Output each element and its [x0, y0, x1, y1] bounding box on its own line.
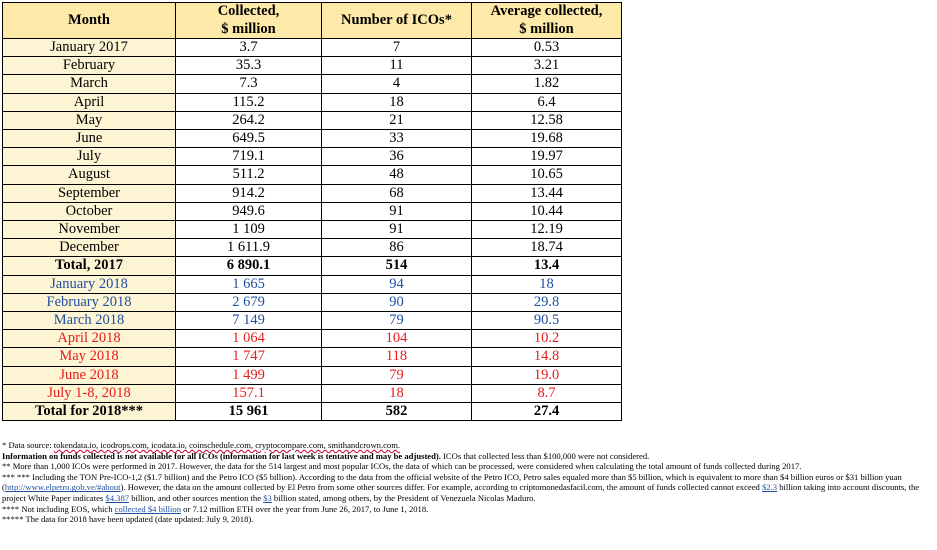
footnote-source-prefix: * Data source:: [2, 440, 54, 450]
month-cell: October: [3, 202, 176, 220]
table-row: [3, 330, 622, 348]
footnotes: [2, 440, 934, 525]
table-row: [3, 275, 622, 293]
average-cell: 12.19: [472, 221, 622, 239]
table-row: [3, 293, 622, 311]
ico-table: [2, 2, 622, 421]
icos-cell: 18: [322, 93, 472, 111]
collected-cell: 1 499: [176, 366, 322, 384]
month-cell: February 2018: [3, 293, 176, 311]
table-row: [3, 75, 622, 93]
table-row: [3, 312, 622, 330]
icos-cell: 514: [322, 257, 472, 275]
average-cell: 0.53: [472, 39, 622, 57]
table-row: [3, 257, 622, 275]
table-row: [3, 166, 622, 184]
collected-cell: 1 665: [176, 275, 322, 293]
collected-cell: 115.2: [176, 93, 322, 111]
footnote-3-link-4-387[interactable]: $4.387: [105, 492, 130, 503]
footnote-4-b: or 7.12 million ETH over the year from June 26, 2017, to June 1, 2018.: [181, 503, 429, 514]
footnote-3-link-2-3[interactable]: $2.3: [762, 482, 778, 493]
collected-cell: 649.5: [176, 130, 322, 148]
icos-cell: 36: [322, 148, 472, 166]
header-collected-line1: Collected,: [217, 3, 280, 19]
table-row: [3, 39, 622, 57]
footnote-source-sites: tokendata.io, icodrops.com, icodata.io, coinschedule.com, cryptocompare.com, smithandcrown.com.: [53, 440, 401, 450]
average-cell: 13.4: [472, 257, 622, 275]
table-row: [3, 184, 622, 202]
icos-cell: 79: [322, 312, 472, 330]
average-cell: 19.68: [472, 130, 622, 148]
collected-cell: 1 109: [176, 221, 322, 239]
header-average-line1: Average collected,: [490, 3, 603, 19]
icos-cell: 90: [322, 293, 472, 311]
collected-cell: 3.7: [176, 39, 322, 57]
month-cell: Total, 2017: [3, 257, 176, 275]
average-cell: 14.8: [472, 348, 622, 366]
collected-cell: 7.3: [176, 75, 322, 93]
icos-cell: 91: [322, 221, 472, 239]
table-row: [3, 202, 622, 220]
icos-cell: 7: [322, 39, 472, 57]
table-row: [3, 221, 622, 239]
icos-cell: 118: [322, 348, 472, 366]
footnote-3-c: billion taking into account discounts, the project White Paper indicates: [2, 482, 920, 503]
average-cell: 6.4: [472, 93, 622, 111]
icos-cell: 33: [322, 130, 472, 148]
collected-cell: 264.2: [176, 111, 322, 129]
average-cell: 13.44: [472, 184, 622, 202]
footnote-4-link-eos[interactable]: collected $4 billion: [114, 503, 182, 514]
table-row: [3, 93, 622, 111]
collected-cell: 7 149: [176, 312, 322, 330]
month-cell: November: [3, 221, 176, 239]
average-cell: 19.97: [472, 148, 622, 166]
month-cell: June 2018: [3, 366, 176, 384]
month-cell: April 2018: [3, 330, 176, 348]
month-cell: December: [3, 239, 176, 257]
table-row: [3, 366, 622, 384]
icos-cell: 4: [322, 75, 472, 93]
average-cell: 19.0: [472, 366, 622, 384]
average-cell: 27.4: [472, 403, 622, 421]
average-cell: 12.58: [472, 111, 622, 129]
footnote-3-a: *** *** Including the TON Pre-ICO-1,2 ($1.7 billion) and the Petro ICO ($5 billion). According to the data from the official website of the Petro ICO, Petro sales equaled more than $5 billion, which is equivalent to more than $4 billion euros or $31 billion yuan (: [2, 471, 902, 493]
month-cell: July 1-8, 2018: [3, 384, 176, 402]
collected-cell: 157.1: [176, 384, 322, 402]
collected-cell: 2 679: [176, 293, 322, 311]
average-cell: 3.21: [472, 57, 622, 75]
footnote-5: ***** The data for 2018 have been updated (date updated: July 9, 2018).: [2, 514, 254, 525]
icos-cell: 91: [322, 202, 472, 220]
month-cell: August: [3, 166, 176, 184]
table-header-row: [3, 3, 622, 39]
icos-cell: 582: [322, 403, 472, 421]
month-cell: July: [3, 148, 176, 166]
collected-cell: 15 961: [176, 403, 322, 421]
table-row: [3, 111, 622, 129]
header-average: [472, 3, 622, 39]
footnote-3-b: ). However, the data on the amount collected by El Petro from some other sources differ. For example, according to criptomonedasfacil.com, the amount of funds collected cannot exceed: [120, 482, 762, 493]
icos-cell: 79: [322, 366, 472, 384]
month-cell: March 2018: [3, 312, 176, 330]
average-cell: 18: [472, 275, 622, 293]
month-cell: Total for 2018***: [3, 403, 176, 421]
month-cell: March: [3, 75, 176, 93]
ico-table-container: [2, 2, 621, 421]
average-cell: 8.7: [472, 384, 622, 402]
icos-cell: 86: [322, 239, 472, 257]
footnote-4-a: **** Not including EOS, which: [2, 503, 115, 514]
collected-cell: 914.2: [176, 184, 322, 202]
collected-cell: 1 064: [176, 330, 322, 348]
month-cell: January 2018: [3, 275, 176, 293]
collected-cell: 1 747: [176, 348, 322, 366]
icos-cell: 48: [322, 166, 472, 184]
collected-cell: 35.3: [176, 57, 322, 75]
header-average-line2: $ million: [519, 20, 574, 37]
footnote-2: ** More than 1,000 ICOs were performed in 2017. However, the data for the 514 largest and most popular ICOs, the data of which can be processed, were considered when calculating the total amount of funds collected during 2017.: [2, 461, 802, 472]
collected-cell: 6 890.1: [176, 257, 322, 275]
month-cell: June: [3, 130, 176, 148]
average-cell: 29.8: [472, 293, 622, 311]
footnote-3-d: billion, and other sources mention the: [129, 492, 264, 503]
header-icos: Number of ICOs*: [322, 3, 472, 39]
table-row: [3, 403, 622, 421]
collected-cell: 511.2: [176, 166, 322, 184]
header-collected: [176, 3, 322, 39]
footnote-3: [2, 472, 934, 504]
table-row: [3, 384, 622, 402]
month-cell: January 2017: [3, 39, 176, 57]
month-cell: September: [3, 184, 176, 202]
icos-cell: 104: [322, 330, 472, 348]
average-cell: 10.2: [472, 330, 622, 348]
average-cell: 10.65: [472, 166, 622, 184]
month-cell: February: [3, 57, 176, 75]
collected-cell: 719.1: [176, 148, 322, 166]
icos-cell: 11: [322, 57, 472, 75]
month-cell: May 2018: [3, 348, 176, 366]
table-row: [3, 57, 622, 75]
average-cell: 10.44: [472, 202, 622, 220]
collected-cell: 949.6: [176, 202, 322, 220]
average-cell: 90.5: [472, 312, 622, 330]
header-month: Month: [3, 3, 176, 39]
footnote-bold-note: [2, 451, 934, 462]
footnote-3-e: billion stated, among others, by the President of Venezuela Nicolas Maduro.: [271, 492, 536, 503]
table-row: [3, 239, 622, 257]
footnote-3-link-3[interactable]: $3: [263, 492, 272, 503]
header-collected-line2: $ million: [221, 20, 276, 37]
month-cell: May: [3, 111, 176, 129]
icos-cell: 21: [322, 111, 472, 129]
table-body: [3, 39, 622, 421]
footnote-bold-tail: ICOs that collected less than $100,000 were not considered.: [440, 450, 650, 461]
footnote-bold-text: Information on funds collected is not available for all ICOs (information for last week is tentative and may be adjusted).: [2, 450, 441, 461]
collected-cell: 1 611.9: [176, 239, 322, 257]
table-row: [3, 130, 622, 148]
table-row: [3, 348, 622, 366]
month-cell: April: [3, 93, 176, 111]
icos-cell: 68: [322, 184, 472, 202]
footnote-3-link-elpetro[interactable]: http://www.elpetro.gob.ve/#about: [4, 482, 121, 493]
icos-cell: 18: [322, 384, 472, 402]
average-cell: 1.82: [472, 75, 622, 93]
table-row: [3, 148, 622, 166]
icos-cell: 94: [322, 275, 472, 293]
average-cell: 18.74: [472, 239, 622, 257]
footnote-source: [2, 440, 934, 451]
footnote-4: [2, 504, 934, 515]
